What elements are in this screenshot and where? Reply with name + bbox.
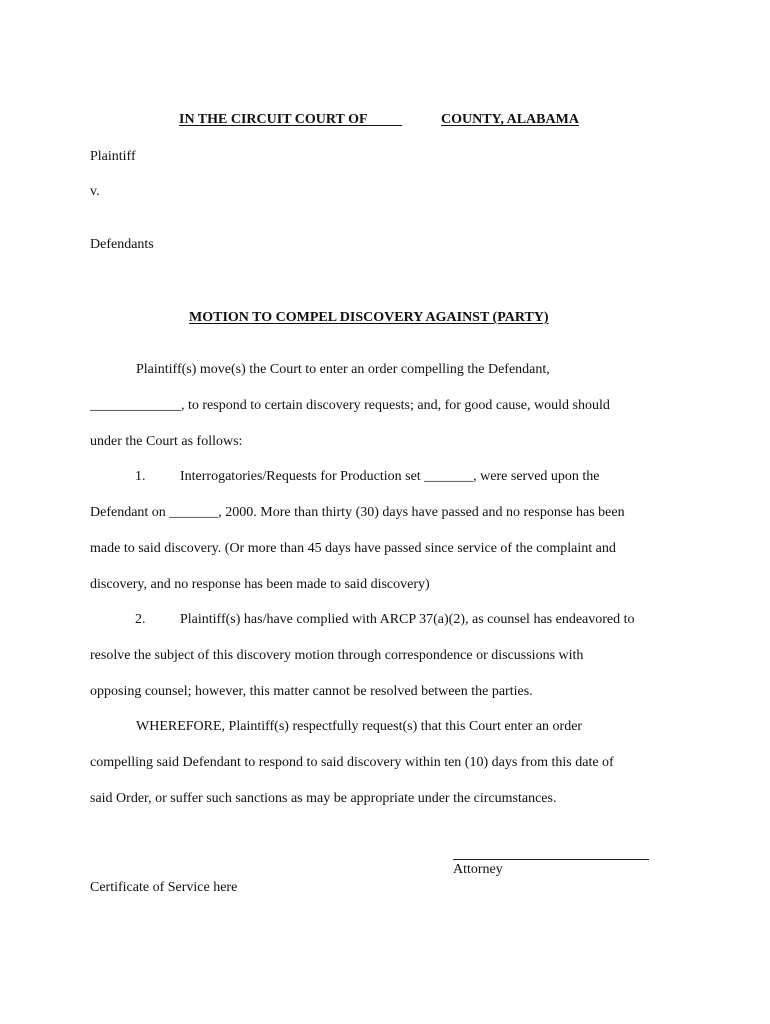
- list-number: 2.: [135, 612, 146, 627]
- court-county-suffix: COUNTY, ALABAMA: [441, 112, 579, 127]
- body-line: said Order, or suffer such sanctions as may be appropriate under the circumstances.: [90, 791, 557, 806]
- body-line: Defendant on _______, 2000. More than thirty (30) days have passed and no response has been: [90, 505, 625, 520]
- certificate-of-service: Certificate of Service here: [90, 880, 238, 895]
- plaintiff-label: Plaintiff: [90, 149, 136, 164]
- county-blank: [367, 112, 402, 127]
- body-line: compelling said Defendant to respond to said discovery within ten (10) days from this date of: [90, 755, 614, 770]
- body-line: WHEREFORE, Plaintiff(s) respectfully request(s) that this Court enter an order: [136, 719, 583, 734]
- body-line: opposing counsel; however, this matter cannot be resolved between the parties.: [90, 684, 533, 699]
- court-caption: [179, 112, 402, 128]
- body-line: Plaintiff(s) has/have complied with ARCP 37(a)(2), as counsel has endeavored to: [180, 612, 635, 627]
- body-line: Plaintiff(s) move(s) the Court to enter an order compelling the Defendant,: [136, 362, 550, 377]
- body-line: resolve the subject of this discovery motion through correspondence or discussions with: [90, 648, 584, 663]
- document-title: MOTION TO COMPEL DISCOVERY AGAINST (PARTY): [189, 310, 549, 325]
- body-line: under the Court as follows:: [90, 434, 243, 449]
- defendants-label: Defendants: [90, 237, 154, 252]
- versus-label: v.: [90, 184, 100, 199]
- court-prefix: IN THE CIRCUIT COURT OF: [179, 112, 368, 127]
- body-line: discovery, and no response has been made to said discovery): [90, 577, 430, 592]
- body-line: made to said discovery. (Or more than 45 days have passed since service of the complaint and: [90, 541, 616, 556]
- list-number: 1.: [135, 469, 146, 484]
- signature-line: [453, 859, 649, 860]
- body-line: _____________, to respond to certain discovery requests; and, for good cause, would should: [90, 398, 610, 413]
- body-line: Interrogatories/Requests for Production set _______, were served upon the: [180, 469, 600, 484]
- attorney-label: Attorney: [453, 862, 503, 877]
